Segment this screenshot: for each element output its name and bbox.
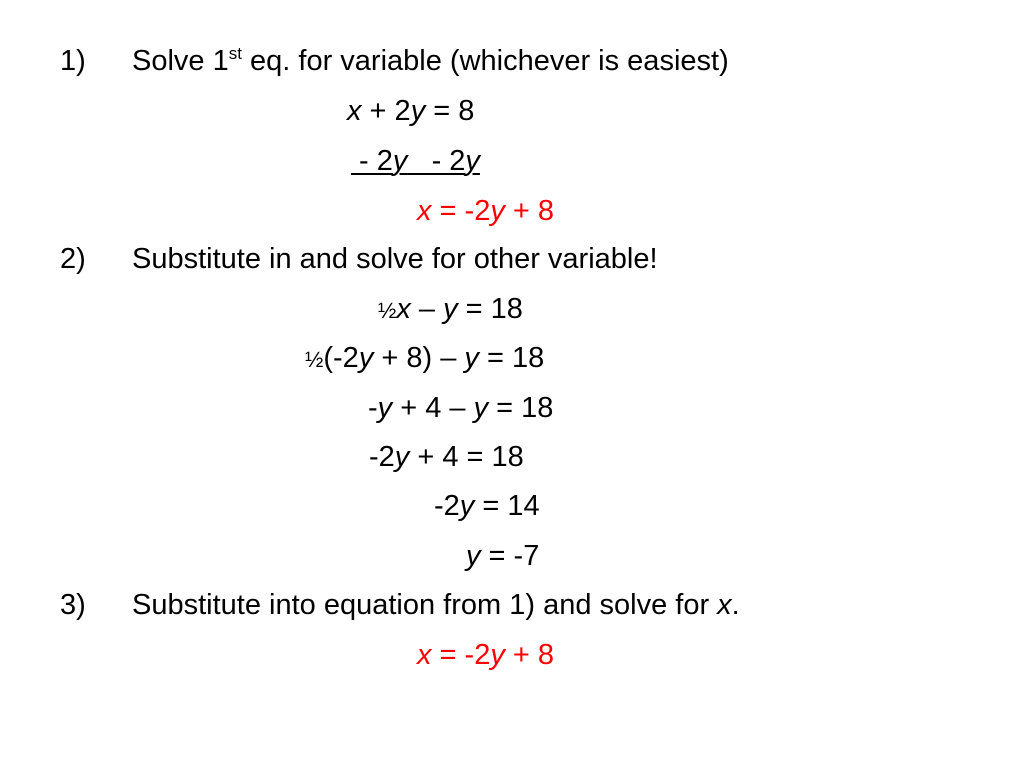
equation-3-result — [417, 194, 554, 228]
eq-text: = 8 — [425, 95, 475, 127]
equation-2-subtract — [351, 144, 480, 178]
equation-1 — [347, 94, 474, 128]
var-x: x — [417, 639, 432, 671]
eq-text: = -2 — [431, 639, 491, 671]
step-3-period: . — [731, 589, 740, 621]
eq-text: = 18 — [457, 293, 523, 325]
var-y: y — [392, 145, 408, 177]
var-y: y — [358, 342, 374, 374]
eq-text: = 18 — [478, 342, 545, 374]
eq-text: + 4 = 18 — [409, 441, 524, 473]
fraction-half: ½ — [378, 298, 397, 323]
equation-6 — [368, 391, 553, 425]
eq-text: + 8) – — [373, 342, 465, 374]
var-y: y — [410, 95, 426, 127]
var-x: x — [717, 589, 732, 621]
eq-text: (-2 — [323, 342, 359, 374]
equation-8 — [434, 489, 540, 523]
var-y: y — [443, 293, 458, 325]
equation-4 — [378, 292, 523, 326]
step-1-number: 1) — [60, 45, 86, 77]
eq-text: = 18 — [488, 392, 554, 424]
eq-text: – — [410, 293, 444, 325]
var-y: y — [490, 195, 505, 227]
equation-5 — [305, 341, 544, 375]
var-y: y — [465, 145, 480, 177]
eq-text: + 2 — [361, 95, 411, 127]
eq-text: -2 — [369, 441, 395, 473]
var-y: y — [459, 490, 475, 522]
equation-10-result — [417, 638, 554, 672]
var-x: x — [417, 195, 432, 227]
eq-text: + 8 — [504, 195, 555, 227]
var-y: y — [394, 441, 410, 473]
equation-7 — [369, 440, 524, 474]
eq-text: + 8 — [504, 639, 555, 671]
step-1-superscript: st — [228, 44, 242, 63]
eq-text: = -7 — [480, 540, 540, 572]
step-2-text: Substitute in and solve for other variable! — [132, 243, 658, 275]
step-3-text — [132, 588, 740, 622]
var-y: y — [464, 342, 479, 374]
eq-text: - 2 — [407, 145, 466, 177]
eq-text: - — [368, 392, 378, 424]
eq-text: -2 — [434, 490, 460, 522]
underlined-subtraction — [351, 145, 480, 177]
var-y: y — [466, 540, 481, 572]
eq-text: - 2 — [351, 145, 393, 177]
var-y: y — [473, 392, 489, 424]
step-1-post: eq. for variable (whichever is easiest) — [241, 45, 729, 77]
eq-text: = 14 — [474, 490, 540, 522]
eq-text: = -2 — [431, 195, 491, 227]
var-y: y — [490, 639, 505, 671]
equation-9 — [466, 539, 539, 573]
eq-text: + 4 – — [392, 392, 474, 424]
var-y: y — [377, 392, 393, 424]
step-2-number: 2) — [60, 243, 86, 275]
step-3-body: Substitute into equation from 1) and solve for — [132, 589, 718, 621]
var-x: x — [347, 95, 362, 127]
step-1-text — [132, 44, 729, 82]
var-x: x — [396, 293, 411, 325]
fraction-half: ½ — [305, 347, 324, 372]
step-1-pre: Solve 1 — [132, 45, 229, 77]
step-3-number: 3) — [60, 589, 86, 621]
